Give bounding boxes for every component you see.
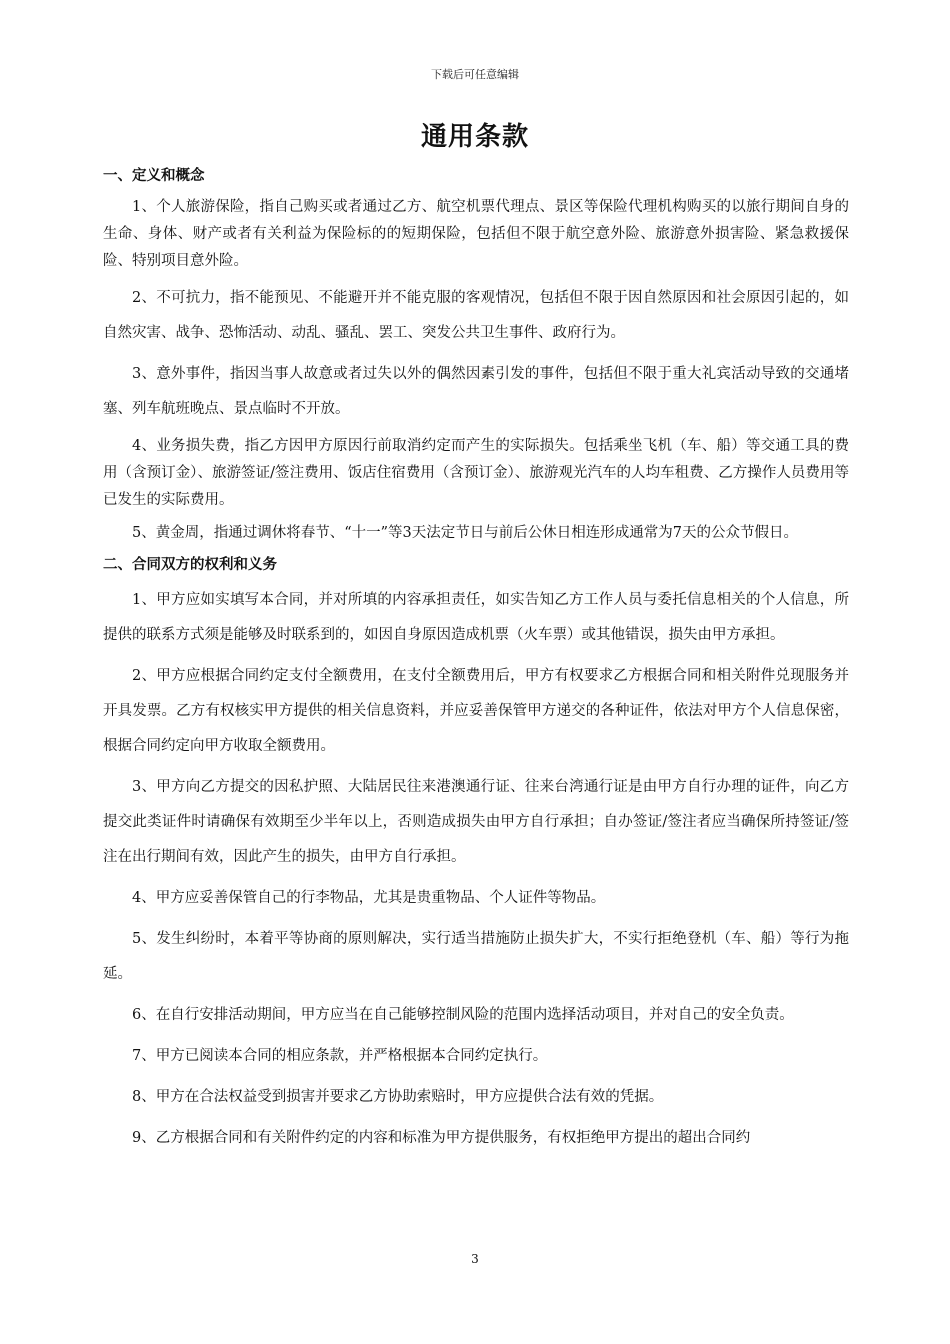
paragraph: 5、发生纠纷时，本着平等协商的原则解决，实行适当措施防止损失扩大，不实行拒绝登机（车、船）等行为拖延。 xyxy=(103,931,849,982)
paragraph: 3、甲方向乙方提交的因私护照、大陆居民往来港澳通行证、往来台湾通行证是由甲方自行办理的证件，向乙方提交此类证件时请确保有效期至少半年以上，否则造成损失由甲方自行承担；自办签证/签注者应当确保所持签证/签注在出行期间有效，因此产生的损失，由甲方自行承担。 xyxy=(103,779,849,865)
header-note: 下载后可任意编辑 xyxy=(431,68,519,81)
paragraph: 1、甲方应如实填写本合同，并对所填的内容承担责任，如实告知乙方工作人员与委托信息相关的个人信息，所提供的联系方式须是能够及时联系到的，如因自身原因造成机票（火车票）或其他错误，损失由甲方承担。 xyxy=(103,592,849,643)
page-title: 通用条款 xyxy=(420,122,529,152)
paragraph: 5、黄金周，指通过调休将春节、“十一”等3天法定节日与前后公休日相连形成通常为7天的公众节假日。 xyxy=(132,525,798,541)
page-number: 3 xyxy=(471,1252,479,1266)
paragraph: 4、甲方应妥善保管自己的行李物品，尤其是贵重物品、个人证件等物品。 xyxy=(132,890,606,906)
paragraph: 8、甲方在合法权益受到损害并要求乙方协助索赔时，甲方应提供合法有效的凭据。 xyxy=(132,1089,664,1105)
section-heading-definitions: 一、定义和概念 xyxy=(103,168,205,184)
paragraph: 1、个人旅游保险，指自己购买或者通过乙方、航空机票代理点、景区等保险代理机构购买的以旅行期间自身的生命、身体、财产或者有关利益为保险标的的短期保险，包括但不限于航空意外险、旅游意外损害险、紧急救援保险、特别项目意外险。 xyxy=(103,199,849,269)
paragraph: 7、甲方已阅读本合同的相应条款，并严格根据本合同约定执行。 xyxy=(132,1048,548,1064)
paragraph: 2、不可抗力，指不能预见、不能避开并不能克服的客观情况，包括但不限于因自然原因和社会原因引起的，如自然灾害、战争、恐怖活动、动乱、骚乱、罢工、突发公共卫生事件、政府行为。 xyxy=(103,290,849,341)
paragraph: 4、业务损失费，指乙方因甲方原因行前取消约定而产生的实际损失。包括乘坐飞机（车、船）等交通工具的费用（含预订金）、旅游签证/签注费用、饭店住宿费用（含预订金）、旅游观光汽车的人均车租费、乙方操作人员费用等已发生的实际费用。 xyxy=(103,438,849,508)
paragraph: 9、乙方根据合同和有关附件约定的内容和标准为甲方提供服务，有权拒绝甲方提出的超出合同约 xyxy=(132,1130,751,1146)
paragraph: 2、甲方应根据合同约定支付全额费用，在支付全额费用后，甲方有权要求乙方根据合同和相关附件兑现服务并开具发票。乙方有权核实甲方提供的相关信息资料，并应妥善保管甲方递交的各种证件，依法对甲方个人信息保密，根据合同约定向甲方收取全额费用。 xyxy=(103,668,849,754)
paragraph: 3、意外事件，指因当事人故意或者过失以外的偶然因素引发的事件，包括但不限于重大礼宾活动导致的交通堵塞、列车航班晚点、景点临时不开放。 xyxy=(103,366,849,417)
section-heading-rights-obligations: 二、合同双方的权利和义务 xyxy=(103,557,277,573)
document-body xyxy=(103,160,849,1162)
paragraph: 6、在自行安排活动期间，甲方应当在自己能够控制风险的范围内选择活动项目，并对自己的安全负责。 xyxy=(132,1007,794,1023)
